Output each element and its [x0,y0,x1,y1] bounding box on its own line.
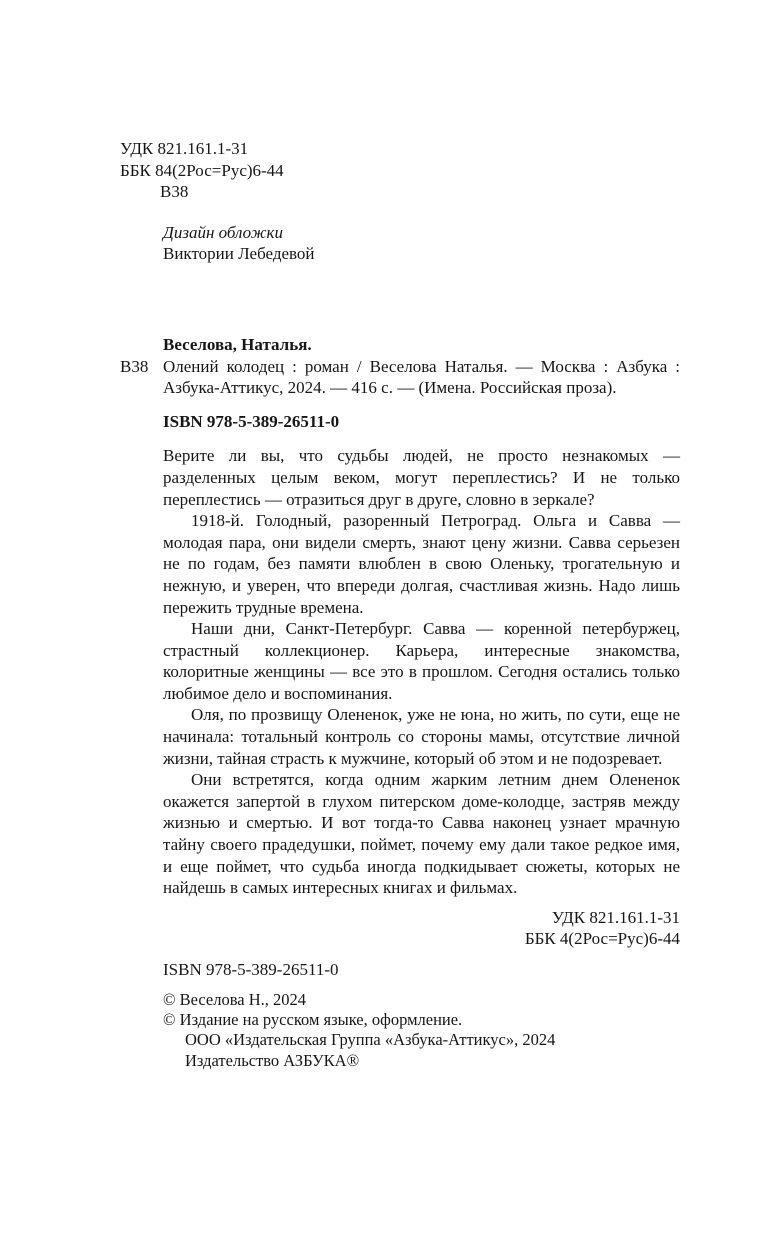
bibliographic-codes-bottom [120,907,680,950]
copyright-line: © Издание на русском языке, оформление. [163,1010,463,1029]
copyright-line: ООО «Издательская Группа «Азбука-Аттикус», 2024 [185,1030,556,1050]
author-name: Веселова, Наталья. [163,334,312,354]
bbk-code-bottom: ББК 4(2Рос=Рус)6-44 [524,929,680,949]
annotation-paragraph: Оля, по прозвищу Олененок, уже не юна, но жить, по сути, еще не начинала: тотальный контроль со стороны мамы, отсутствие личной жизни, тайная страсть к мужчине, который об этом и не подозревает. [163,705,680,768]
isbn-bottom: ISBN 978-5-389-26511-0 [163,960,339,979]
udk-code-bottom: УДК 821.161.1-31 [551,907,680,927]
catalog-code: В38 [120,356,149,376]
bibliographic-codes-top [120,138,680,203]
copyright-line: © Веселова Н., 2024 [163,989,307,1009]
catalog-entry [120,356,680,399]
annotation-block [163,445,680,898]
annotation-paragraph: Верите ли вы, что судьбы людей, не просто незнакомых — разделенных целым веком, могут переплестись? И не только переплестись — отразиться друг в друге, словно в зеркале? [163,446,680,509]
copyright-block [163,990,680,1072]
isbn-top: ISBN 978-5-389-26511-0 [163,411,340,431]
bbk-code-top: ББК 84(2Рос=Рус)6-44 [120,160,284,180]
book-code-top: В38 [160,182,189,202]
copyright-line: Издательство АЗБУКА® [185,1050,360,1070]
cover-designer-name: Виктории Лебедевой [163,244,315,264]
catalog-entry-text: Олений колодец : роман / Веселова Наталья. — Москва : Азбука : Азбука-Аттикус, 2024. — 416 с. — (Имена. Российская проза). [163,356,680,398]
annotation-paragraph: Они встретятся, когда одним жарким летним днем Олененок окажется запертой в глухом питерском доме-колодце, застряв между жизнью и смертью. И вот тогда-то Савва наконец узнает мрачную тайну своего прадедушки, поймет, почему ему дали такое редкое имя, и еще поймет, что судьба иногда подкидывает сюжеты, которых не найдешь в самых интересных книгах и фильмах. [163,770,680,898]
annotation-paragraph: 1918-й. Голодный, разоренный Петроград. Ольга и Савва — молодая пара, они видели смерть, знают цену жизни. Савва серьезен не по годам, без памяти влюблен в свою Оленьку, трогательную и нежную, и уверен, что впереди долгая, счастливая жизнь. Надо лишь пережить трудные времена. [163,511,680,617]
cover-design-block [163,222,680,265]
udk-code-top: УДК 821.161.1-31 [120,139,249,158]
annotation-paragraph: Наши дни, Санкт-Петербург. Савва — коренной петербуржец, страстный коллекционер. Карьера, интересные знакомства, колоритные женщины — все это в прошлом. Сегодня остались только любимое дело и воспоминания. [163,619,680,703]
cover-design-label: Дизайн обложки [163,222,283,242]
